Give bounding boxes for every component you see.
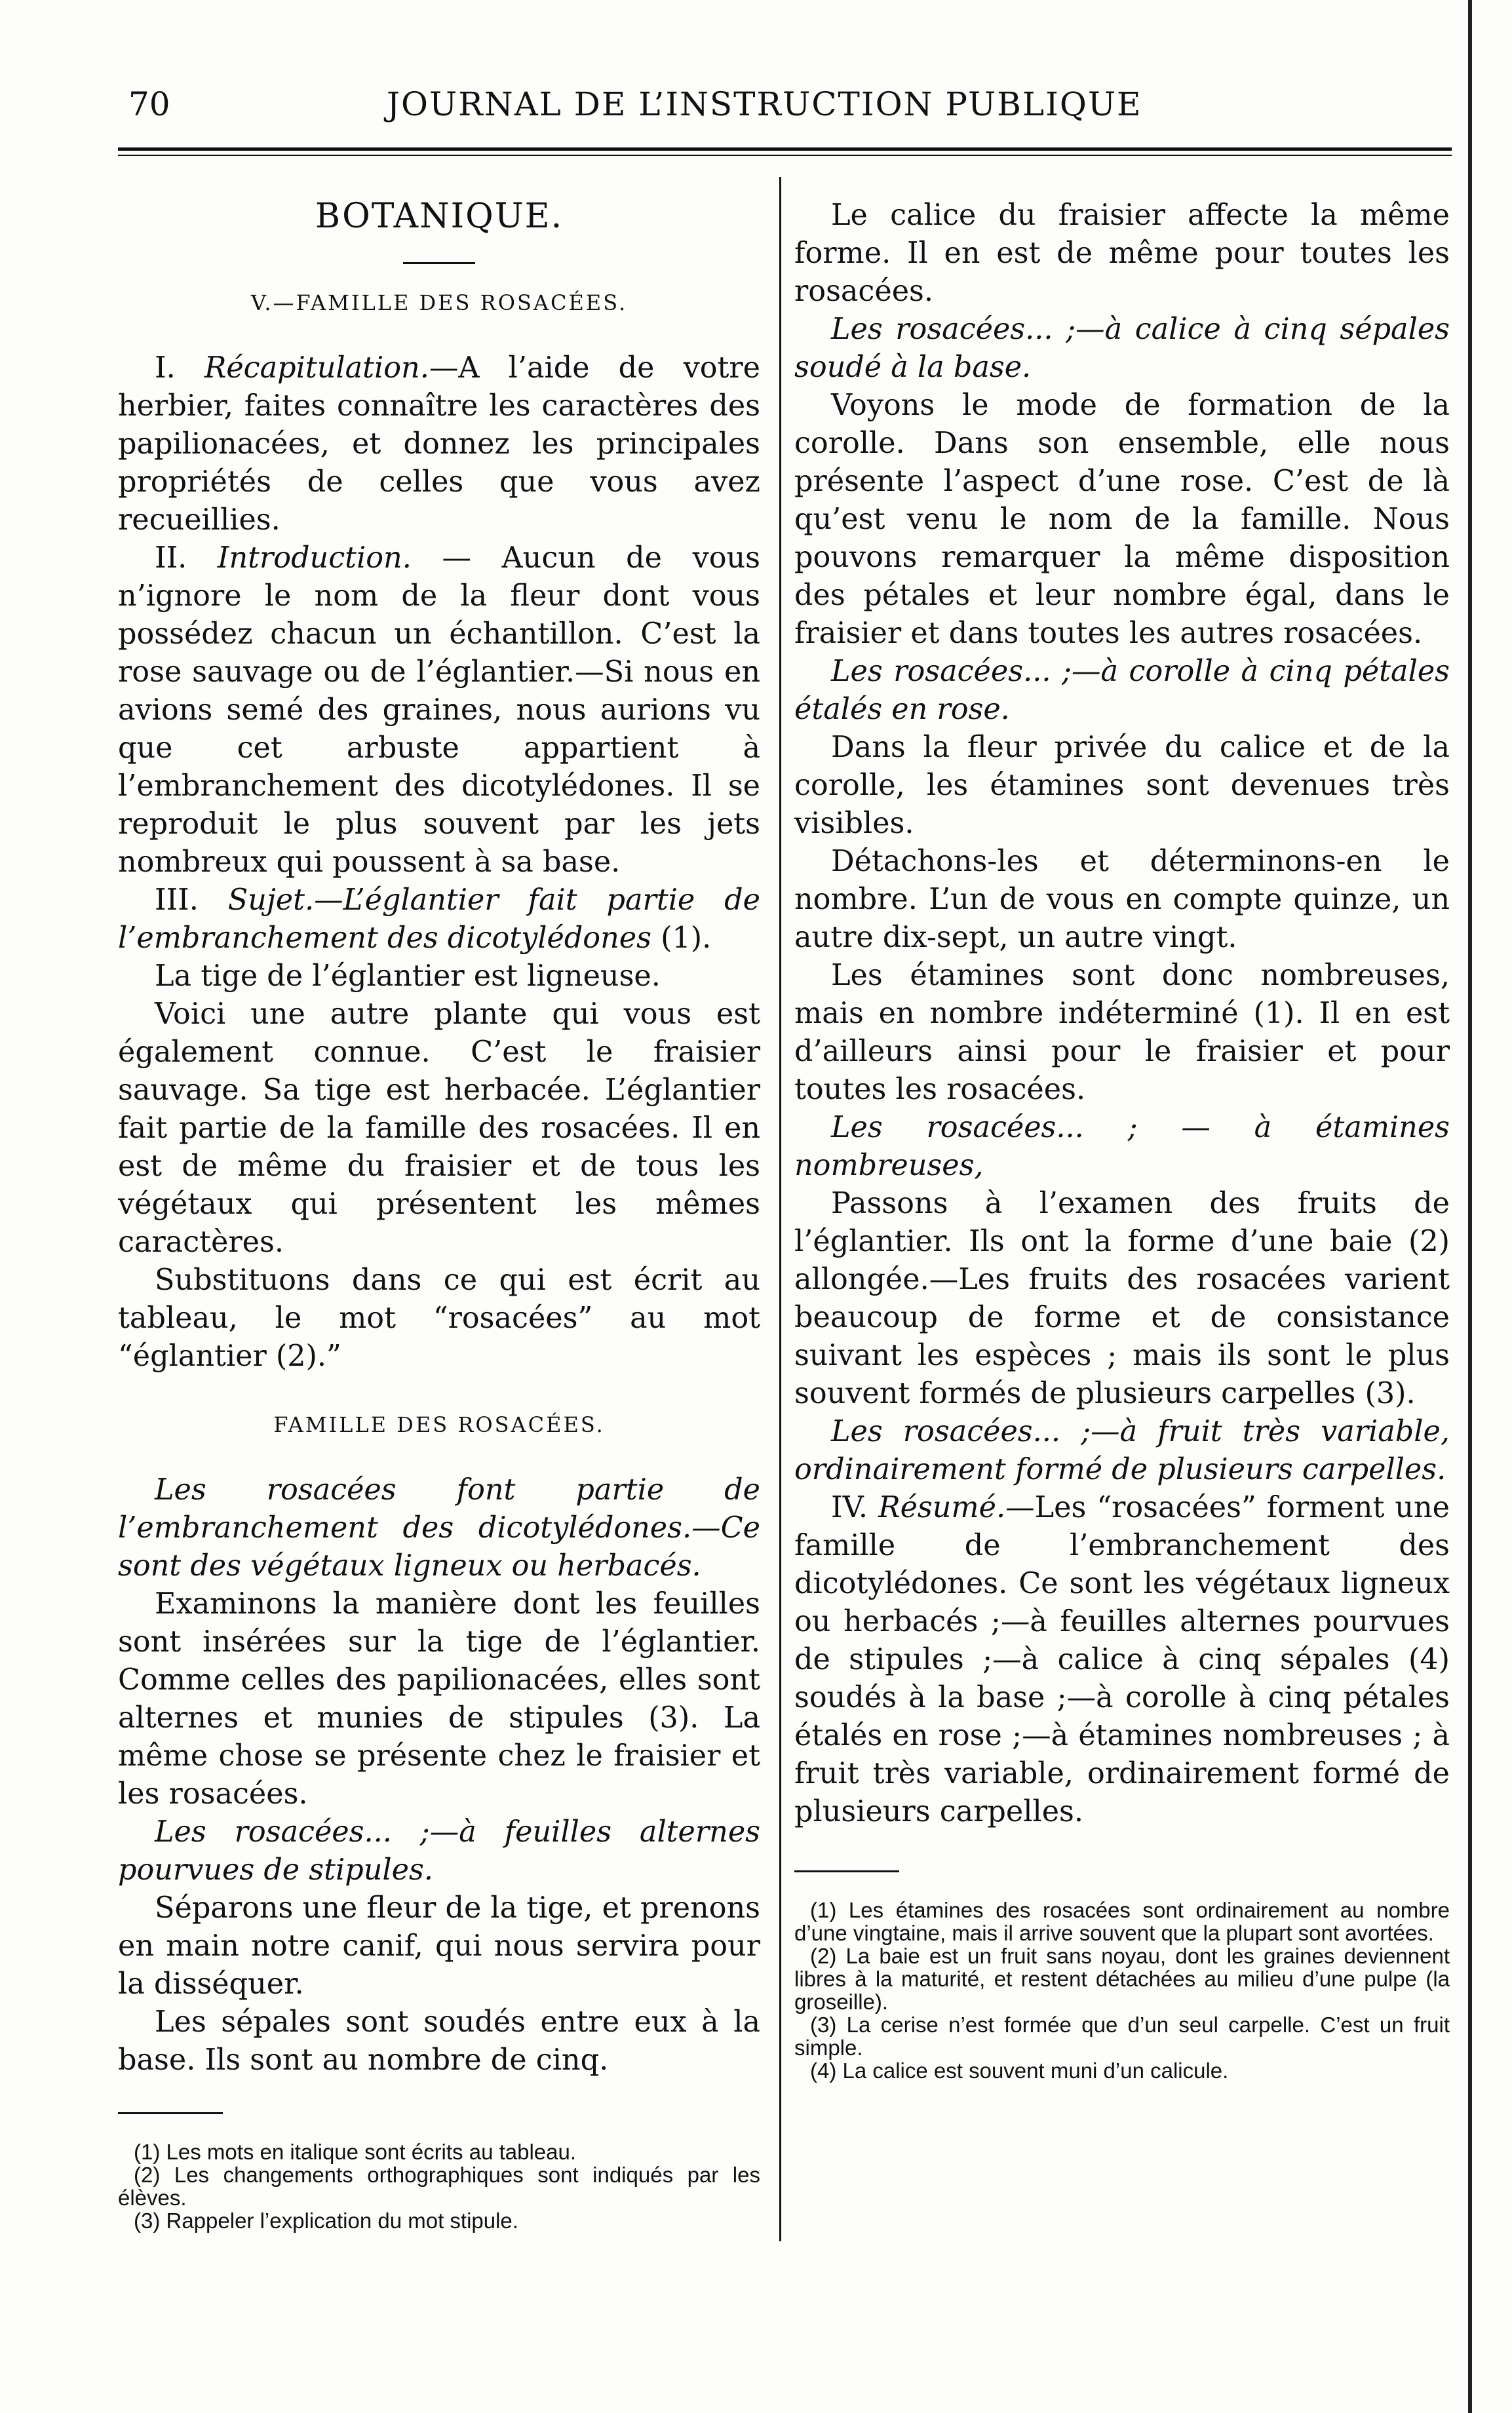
paragraph: La tige de l’églantier est ligneuse.	[155, 959, 661, 993]
paragraph-text: —A l’aide de votre herbier, faites connaître les caractères des papilionacées, et donnez les principales propriétés de celles que vous avez recueillies.	[118, 351, 760, 537]
right-column	[794, 197, 1450, 2082]
paragraph: Les étamines sont donc nombreuses, mais en nombre indéterminé (1). Il en est d’ailleurs ainsi pour le fraisier et pour toutes les rosacées.	[794, 959, 1450, 1106]
footnote: (2) La baie est un fruit sans noyau, dont les graines deviennent libres à la maturité, et restent détachées au milieu d’une pulpe (la groseille).	[794, 1944, 1450, 2014]
header-rule	[118, 147, 1452, 151]
left-column	[118, 197, 760, 2232]
section-heading-italic: Sujet.—L’églantier fait partie de l’embranchement des dicotylédones	[118, 883, 760, 955]
section-heading-italic: Résumé.	[878, 1491, 1006, 1524]
summary-italic: Les rosacées... ;—à feuilles alternes pourvues de stipules.	[118, 1815, 760, 1887]
summary-italic: Les rosacées... ;—à fruit très variable, ordinairement formé de plusieurs carpelles.	[794, 1415, 1450, 1486]
section-number: I.	[155, 351, 204, 385]
paragraph: Le calice du fraisier affecte la même forme. Il en est de même pour toutes les rosacées.	[794, 199, 1450, 308]
section-number: II.	[155, 541, 218, 575]
paragraph: Dans la fleur privée du calice et de la corolle, les étamines sont devenues très visibles.	[794, 731, 1450, 840]
section-heading-italic: Récapitulation.	[204, 351, 429, 385]
paragraph: Voyons le mode de formation de la corolle. Dans son ensemble, elle nous présente l’aspect d’une rose. C’est de là qu’est venu le nom de la famille. Nous pouvons remarquer la même disposition des pétales et leur nombre égal, dans le fraisier et dans toutes les autres rosacées.	[794, 389, 1450, 650]
section-heading: FAMILLE DES ROSACÉES.	[273, 1412, 605, 1437]
paragraph-text: (1).	[651, 921, 712, 955]
summary-italic: Les rosacées font partie de l’embranchement des dicotylédones.—Ce sont des végétaux ligneux ou herbacés.	[118, 1473, 760, 1583]
column-separator	[779, 177, 781, 2241]
summary-italic: Les rosacées... ;—à corolle à cinq pétales étalés en rose.	[794, 655, 1450, 726]
running-title: JOURNAL DE L’INSTRUCTION PUBLIQUE	[387, 85, 1142, 123]
section-number: IV.	[831, 1491, 879, 1524]
footnote: (2) Les changements orthographiques sont indiqués par les élèves.	[118, 2163, 760, 2210]
paragraph-introduction	[118, 539, 760, 881]
paragraph: Voici une autre plante qui vous est également connue. C’est le fraisier sauvage. Sa tige est herbacée. L’églantier fait partie de la famille des rosacées. Il en est de même du fraisier et de tous les végétaux qui présentent les mêmes caractères.	[118, 997, 760, 1259]
footnote-rule	[794, 1870, 899, 1872]
paragraph: Détachons-les et déterminons-en le nombre. L’un de vous en compte quinze, un autre dix-sept, un autre vingt.	[794, 845, 1450, 954]
summary-italic: Les rosacées... ; — à étamines nombreuses,	[794, 1111, 1450, 1182]
footnote: (4) La calice est souvent muni d’un calicule.	[810, 2058, 1229, 2083]
paragraph: Passons à l’examen des fruits de l’églantier. Ils ont la forme d’une baie (2) allongée.—Les fruits des rosacées varient beaucoup de forme et de consistance suivant les espèces ; mais ils sont le plus souvent formés de plusieurs carpelles (3).	[794, 1187, 1450, 1410]
footnote-rule	[118, 2112, 223, 2114]
paragraph: Les sépales sont soudés entre eux à la base. Ils sont au nombre de cinq.	[118, 2005, 760, 2077]
summary-italic: Les rosacées... ;—à calice à cinq sépales soudé à la base.	[794, 313, 1450, 384]
footnote: (3) La cerise n’est formée que d’un seul carpelle. C’est un fruit simple.	[794, 2013, 1450, 2060]
footnote: (1) Les étamines des rosacées sont ordinairement au nombre d’une vingtaine, mais il arrive souvent que la plupart sont avortées.	[794, 1898, 1450, 1945]
section-heading-italic: Introduction.	[217, 541, 412, 575]
footnote: (3) Rappeler l’explication du mot stipule.	[134, 2209, 518, 2233]
article-title: BOTANIQUE.	[315, 197, 564, 236]
running-header	[118, 85, 1442, 138]
page-edge-line	[1468, 0, 1472, 2413]
paragraph-resume	[794, 1489, 1450, 1831]
paragraph-text: — Aucun de vous n’ignore le nom de la fleur dont vous possédez chacun un échantillon. C’est la rose sauvage ou de l’églantier.—Si nous en avions semé des graines, nous aurions vu que cet arbuste appartient à l’embranchement des dicotylédones. Il se reproduit le plus souvent par les jets nombreux qui poussent à sa base.	[118, 541, 760, 879]
paragraph: Examinons la manière dont les feuilles sont insérées sur la tige de l’églantier. Comme celles des papilionacées, elles sont alternes et munies de stipules (3). La même chose se présente chez le fraisier et les rosacées.	[118, 1587, 760, 1811]
paragraph-sujet	[118, 881, 760, 957]
paragraph: Substituons dans ce qui est écrit au tableau, le mot “rosacées” au mot “églantier (2).”	[118, 1264, 760, 1373]
title-rule	[403, 262, 475, 264]
paragraph-text: —Les “rosacées” forment une famille de l’embranchement des dicotylédones. Ce sont les végétaux ligneux ou herbacés ;—à feuilles alternes pourvues de stipules ;—à calice à cinq sépales (4) soudés à la base ;—à corolle à cinq pétales étalés en rose ;—à étamines nombreuses ; à fruit très variable, ordinairement formé de plusieurs carpelles.	[794, 1491, 1450, 1828]
page-number: 70	[128, 85, 170, 123]
article-subtitle: V.—FAMILLE DES ROSACÉES.	[250, 290, 628, 315]
paragraph: Séparons une fleur de la tige, et prenons en main notre canif, qui nous servira pour la disséquer.	[118, 1891, 760, 2001]
paragraph-recapitulation	[118, 349, 760, 539]
footnote: (1) Les mots en italique sont écrits au tableau.	[134, 2140, 577, 2164]
header-rule-thin	[118, 155, 1452, 156]
section-number: III.	[155, 883, 228, 917]
